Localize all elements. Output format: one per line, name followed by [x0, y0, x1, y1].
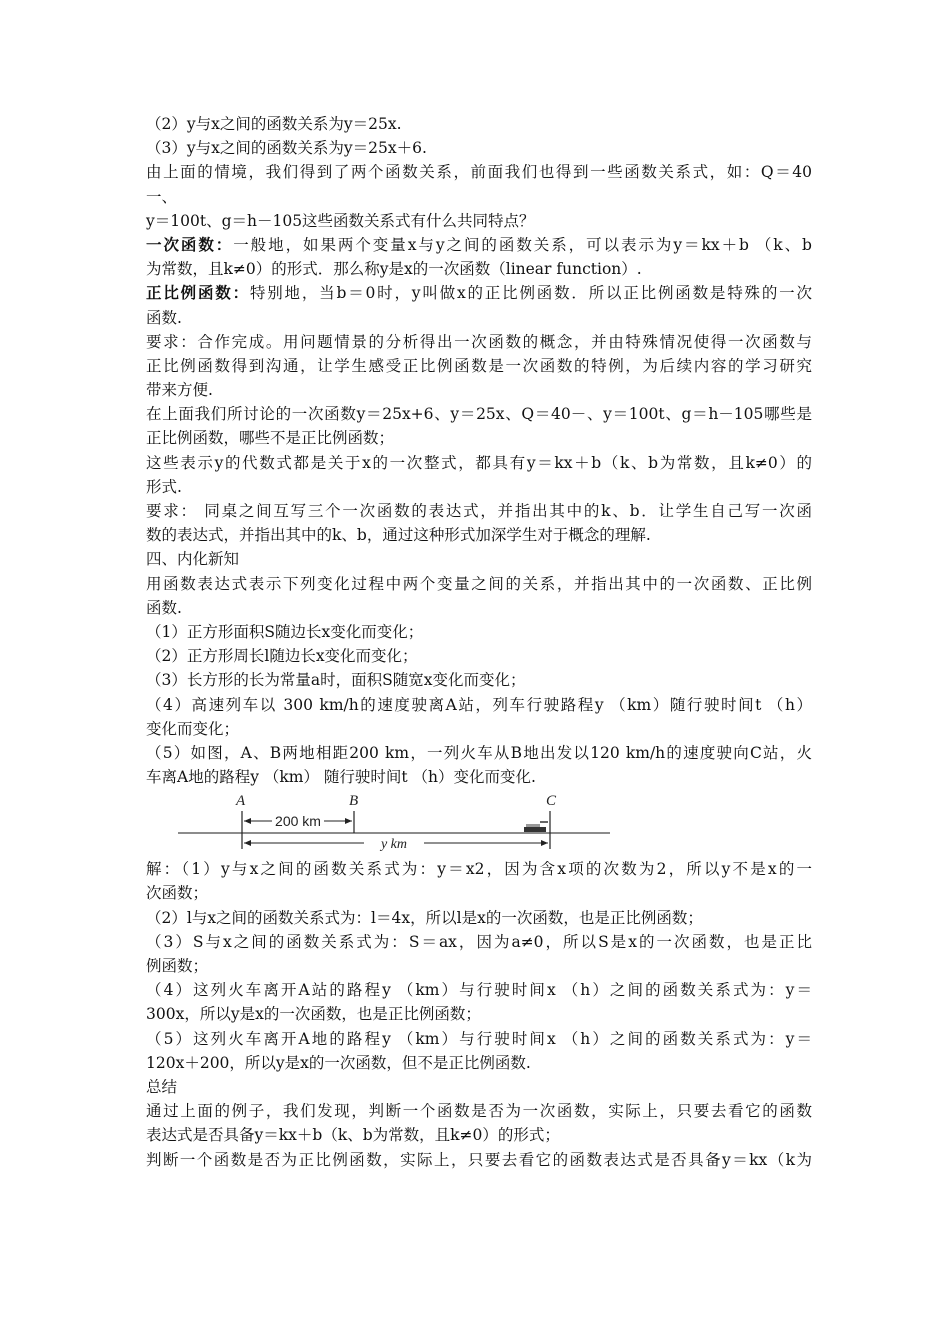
text-line: 函数. [146, 598, 182, 617]
train-route-figure [146, 791, 812, 853]
text-line: 一、 [146, 187, 178, 206]
text-line: 要求： 同桌之间互写三个一次函数的表达式，并指出其中的k、b．让学生自己写一次函 [146, 502, 812, 520]
text-line: 这些表示y的代数式都是关于x的一次整式，都具有y＝kx＋b（k、b为常数，且k≠0）的 [146, 453, 812, 472]
ac-arrowhead-left [244, 840, 251, 846]
definition-text: 特别地，当b＝0时，y叫做x的正比例函数．所以正比例函数是特殊的一次 [249, 284, 812, 303]
label-b: B [349, 793, 359, 810]
text-line: 由上面的情境，我们得到了两个函数关系，前面我们也得到一些函数关系式，如：Q＝40 [146, 163, 812, 182]
exercise-item: （2）正方形周长l随边长x变化而变化； [146, 647, 418, 666]
document-body [146, 112, 812, 1172]
term-proportional-function: 正比例函数： [146, 283, 250, 303]
text-line: （3）y与x之间的函数关系为y＝25x＋6. [146, 139, 427, 158]
solution-line: （4）这列火车离开A站的路程y （km）与行驶时间x （h）之间的函数关系式为：y＝ [146, 981, 812, 1000]
solution-line: 300x，所以y是x的一次函数，也是正比例函数； [146, 1005, 481, 1024]
definition-text: 一般地，如果两个变量x与y之间的函数关系，可以表示为y＝kx＋b （k、b [233, 235, 812, 254]
summary-line: 表达式是否具备y＝kx＋b（k、b为常数，且k≠0）的形式； [146, 1126, 560, 1145]
text-line: 数的表达式，并指出其中的k、b，通过这种形式加深学生对于概念的理解. [146, 526, 651, 545]
definition-proportional-function [146, 281, 812, 305]
label-ab-distance: 200 km [275, 813, 321, 830]
solution-line: （2）l与x之间的函数关系式为：l＝4x，所以l是x的一次函数，也是正比例函数； [146, 908, 703, 927]
exercise-item: （5）如图，A、B两地相距200 km，一列火车从B地出发以120 km/h的速度驶向C站，火 [146, 743, 812, 762]
solution-line: 解：（1）y与x之间的函数关系式为：y＝x2，因为含x项的次数为2，所以y不是x的一 [146, 860, 812, 879]
exercise-item: （4）高速列车以 300 km/h的速度驶离A站，列车行驶路程y （km）随行驶时间t （h） [146, 695, 812, 714]
text-line: 用函数表达式表示下列变化过程中两个变量之间的关系，并指出其中的一次函数、正比例 [146, 574, 812, 593]
text-line: （2）y与x之间的函数关系为y＝25x. [146, 115, 402, 133]
text-line: 函数. [146, 308, 182, 327]
term-linear-function: 一次函数： [146, 234, 234, 254]
route-diagram [174, 791, 614, 853]
text-line: y＝100t、g＝h－105这些函数关系式有什么共同特点？ [146, 211, 535, 230]
section-heading-summary: 总结 [146, 1077, 178, 1096]
summary-line: 通过上面的例子，我们发现，判断一个函数是否为一次函数，实际上，只要去看它的函数 [146, 1102, 812, 1121]
text-line: 要求：合作完成。用问题情景的分析得出一次函数的概念，并由特殊情况使得一次函数与 [146, 332, 812, 351]
label-ac-distance: y km [380, 837, 408, 853]
solution-line: 次函数； [146, 884, 209, 903]
label-c: C [546, 793, 557, 810]
ab-arrowhead-left [244, 818, 251, 824]
section-heading: 四、内化新知 [146, 550, 240, 569]
text-line: 车离A地的路程y （km） 随行驶时间t （h）变化而变化. [146, 768, 536, 787]
train-icon [524, 822, 548, 832]
text-line: 带来方便. [146, 381, 213, 400]
solution-line: 120x＋200，所以y是x的一次函数，但不是正比例函数. [146, 1053, 531, 1072]
summary-line: 判断一个函数是否为正比例函数，实际上，只要去看它的函数表达式是否具备y＝kx（k为 [146, 1150, 812, 1169]
exercise-item: （1）正方形面积S随边长x变化而变化； [146, 622, 424, 641]
text-line: 形式. [146, 477, 182, 496]
text-line: 在上面我们所讨论的一次函数y＝25x+6、y＝25x、Q＝40－、y＝100t、g＝h－105哪些是 [146, 405, 812, 424]
text-line: 变化而变化； [146, 719, 240, 738]
text-line: 正比例函数，哪些不是正比例函数； [146, 429, 395, 448]
exercise-item: （3）长方形的长为常量a时，面积S随宽x变化而变化； [146, 671, 526, 690]
ab-arrowhead-right [345, 818, 352, 824]
text-line: 为常数，且k≠0）的形式．那么称y是x的一次函数（linear function）. [146, 260, 642, 279]
text-line: 正比例函数得到沟通，让学生感受正比例函数是一次函数的特例，为后续内容的学习研究 [146, 356, 812, 375]
definition-linear-function [146, 233, 812, 257]
label-a: A [236, 793, 246, 810]
solution-line: （5）这列火车离开A地的路程y （km）与行驶时间x （h）之间的函数关系式为：y＝ [146, 1029, 812, 1048]
solution-line: （3）S与x之间的函数关系式为：S＝ax，因为a≠0，所以S是x的一次函数，也是正比 [146, 932, 812, 951]
solution-line: 例函数； [146, 957, 209, 975]
ac-arrowhead-right [541, 840, 548, 846]
